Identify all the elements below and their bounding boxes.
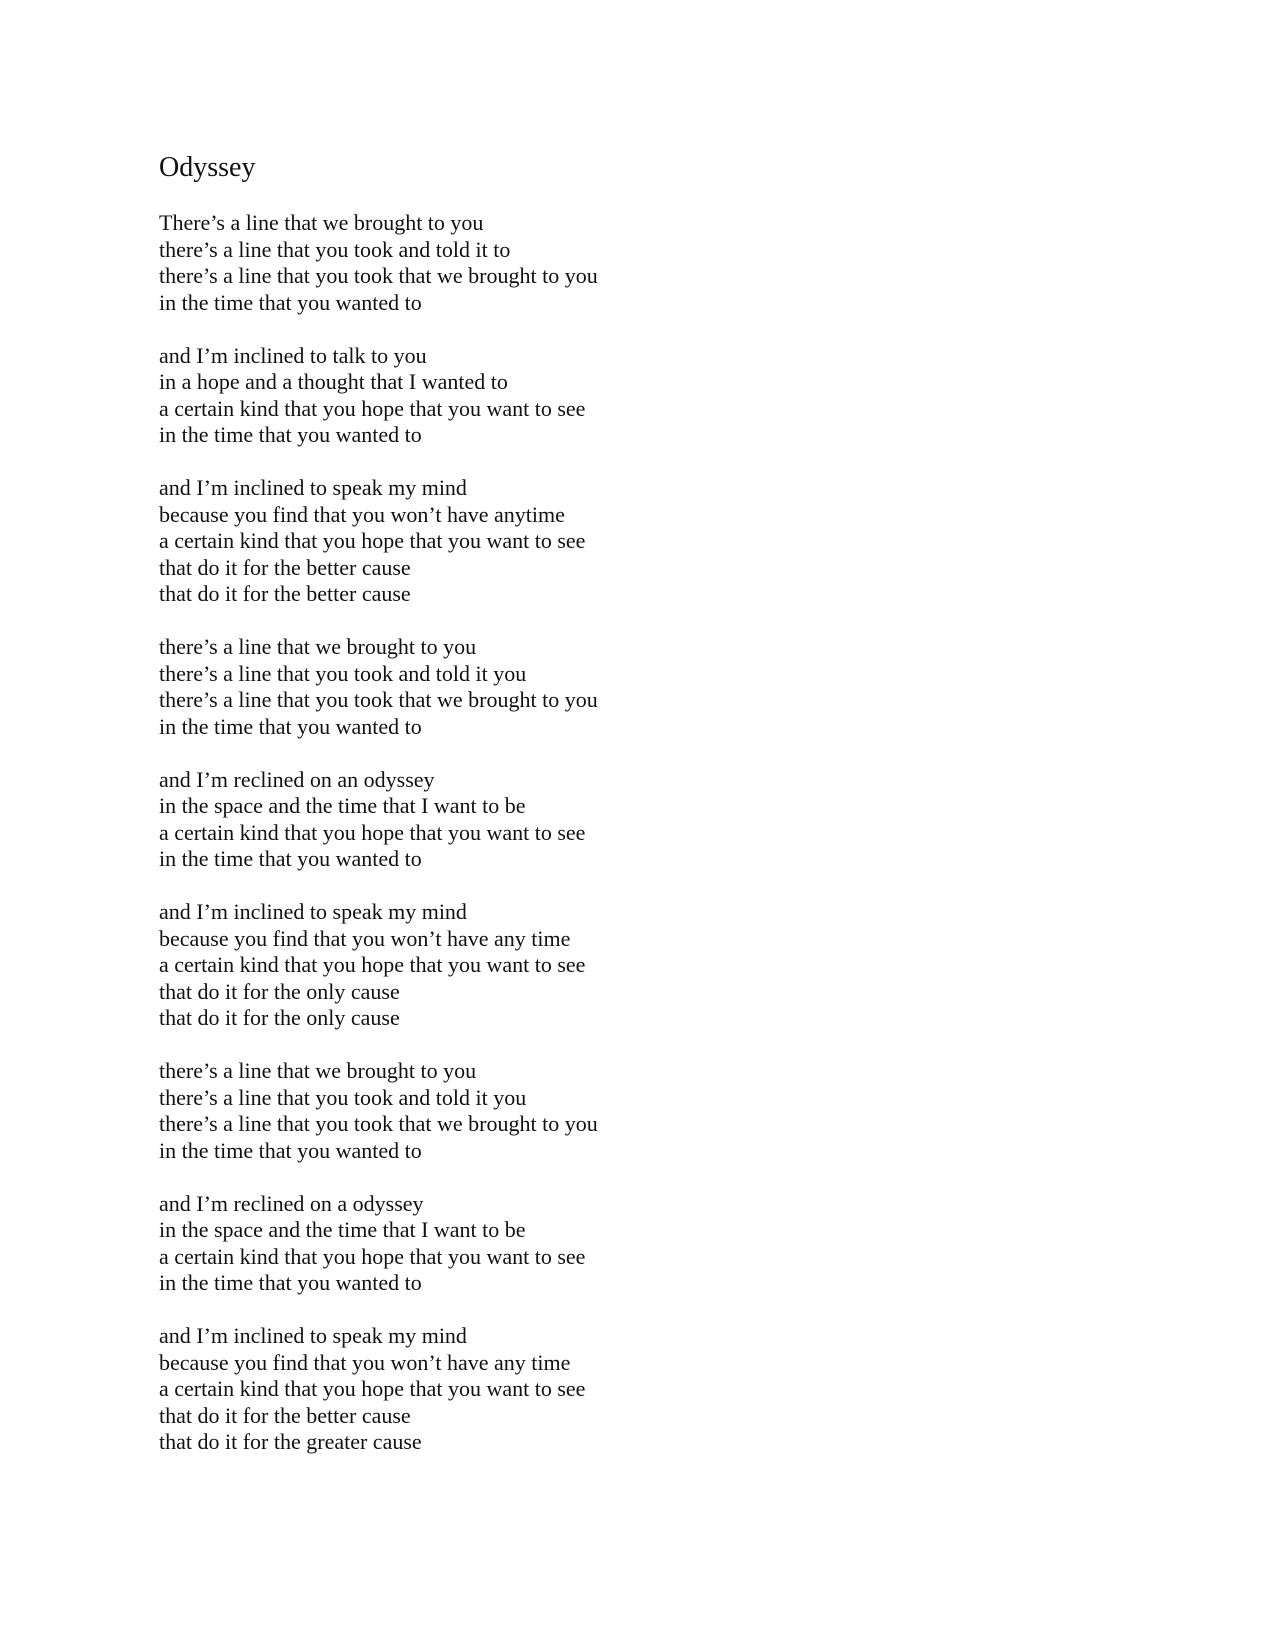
poem-line: in the time that you wanted to bbox=[159, 713, 422, 739]
poem-line: and I’m inclined to speak my mind bbox=[159, 1323, 467, 1348]
poem-line: because you find that you won’t have anytime bbox=[159, 501, 565, 527]
poem-line: that do it for the greater cause bbox=[159, 1429, 422, 1454]
poem-line: in the time that you wanted to bbox=[159, 1137, 422, 1163]
poem-title: Odyssey bbox=[159, 152, 256, 183]
poem-line: there’s a line that you took that we brought to you bbox=[159, 687, 598, 712]
poem-line: there’s a line that you took that we brought to you bbox=[159, 1111, 598, 1136]
poem-line: and I’m inclined to speak my mind bbox=[159, 899, 467, 924]
stanza bbox=[159, 634, 859, 740]
poem-line: there’s a line that you took that we brought to you bbox=[159, 263, 598, 288]
poem-line: in the time that you wanted to bbox=[159, 846, 422, 871]
stanza bbox=[159, 475, 859, 608]
poem-line: in the time that you wanted to bbox=[159, 289, 422, 315]
poem-line: There’s a line that we brought to you bbox=[159, 210, 484, 235]
poem-line: a certain kind that you hope that you want to see bbox=[159, 952, 586, 977]
poem-line: in the space and the time that I want to be bbox=[159, 793, 526, 818]
stanza bbox=[159, 343, 859, 449]
poem-line: there’s a line that you took and told it to bbox=[159, 236, 511, 262]
poem-line: and I’m inclined to speak my mind bbox=[159, 475, 467, 500]
poem-line: that do it for the better cause bbox=[159, 581, 411, 606]
poem-line: and I’m inclined to talk to you bbox=[159, 342, 427, 368]
poem-line: that do it for the only cause bbox=[159, 978, 400, 1004]
poem-line: a certain kind that you hope that you want to see bbox=[159, 528, 586, 553]
poem-line: in the time that you wanted to bbox=[159, 1270, 422, 1295]
poem-line: a certain kind that you hope that you want to see bbox=[159, 1376, 586, 1401]
poem-line: that do it for the only cause bbox=[159, 1005, 400, 1030]
poem-line: a certain kind that you hope that you want to see bbox=[159, 819, 586, 845]
stanza bbox=[159, 1058, 859, 1164]
poem-line: there’s a line that we brought to you bbox=[159, 634, 477, 659]
poem-line: that do it for the better cause bbox=[159, 554, 411, 580]
poem-line: and I’m reclined on a odyssey bbox=[159, 1190, 424, 1216]
poem-line: there’s a line that we brought to you bbox=[159, 1058, 477, 1083]
stanza bbox=[159, 767, 859, 873]
poem-line: because you find that you won’t have any time bbox=[159, 1349, 571, 1375]
poem-line: in the time that you wanted to bbox=[159, 422, 422, 447]
poem-line: that do it for the better cause bbox=[159, 1402, 411, 1428]
poem-line: in a hope and a thought that I wanted to bbox=[159, 369, 508, 394]
poem-line: in the space and the time that I want to be bbox=[159, 1217, 526, 1242]
poem-line: a certain kind that you hope that you want to see bbox=[159, 1243, 586, 1269]
poem-body bbox=[159, 210, 859, 1482]
poem-line: and I’m reclined on an odyssey bbox=[159, 766, 435, 792]
stanza bbox=[159, 210, 859, 316]
stanza bbox=[159, 1323, 859, 1456]
stanza bbox=[159, 899, 859, 1032]
stanza bbox=[159, 1191, 859, 1297]
poem-line: there’s a line that you took and told it you bbox=[159, 1084, 527, 1110]
poem-line: because you find that you won’t have any time bbox=[159, 925, 571, 951]
poem-line: a certain kind that you hope that you want to see bbox=[159, 395, 586, 421]
poem-line: there’s a line that you took and told it you bbox=[159, 660, 527, 686]
